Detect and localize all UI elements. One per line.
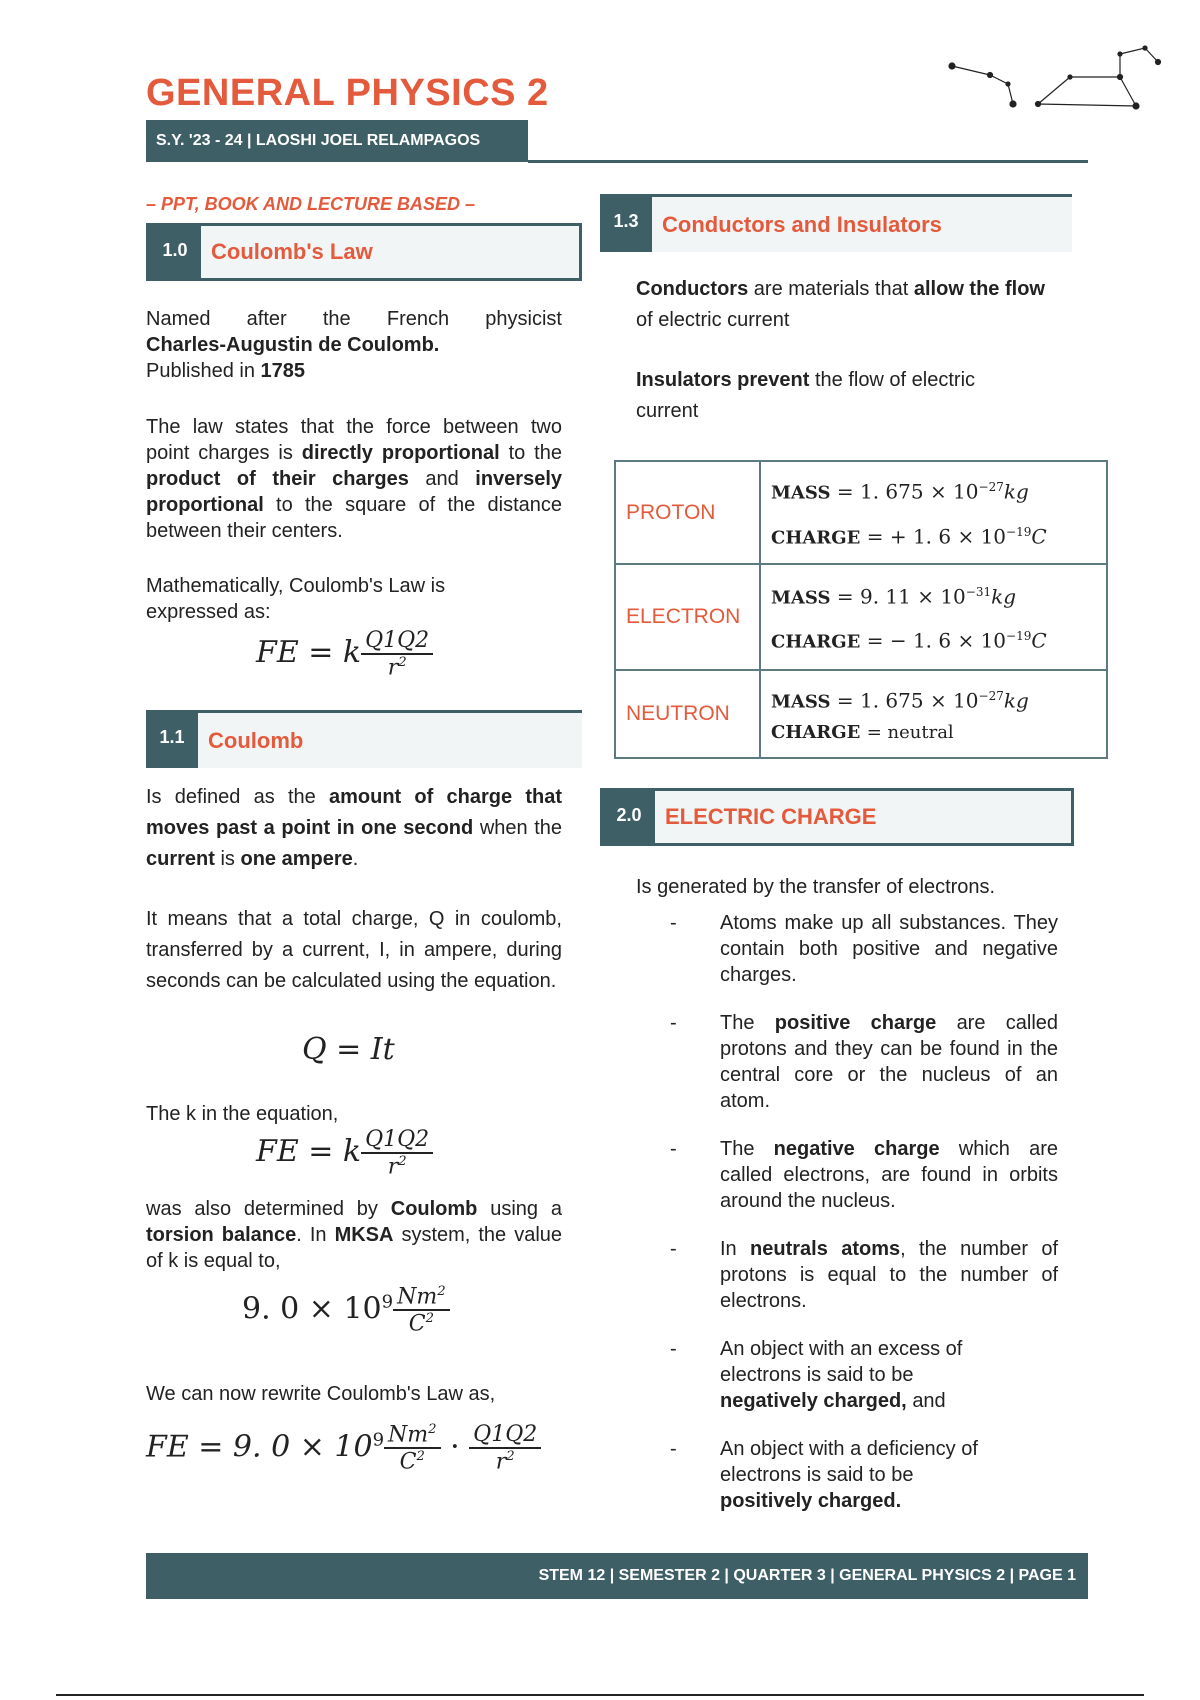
section-header-coulomb — [146, 710, 582, 768]
charge-formula: Q = It — [302, 1032, 395, 1067]
list-item: - The negative charge which are called electrons, are found in orbits around the nucleus. — [670, 1138, 1058, 1212]
section-label: Coulomb's Law — [201, 226, 579, 278]
list-item: - Atoms make up all substances. They contain both positive and negative charges. — [670, 912, 1058, 986]
page-title: GENERAL PHYSICS 2 — [146, 72, 549, 114]
bottom-rule — [56, 1694, 1144, 1696]
section-header-coulombs-law — [146, 223, 582, 281]
subtitle-bar: S.Y. '23 - 24 | LAOSHI JOEL RELAMPAGOS — [146, 120, 528, 162]
list-item: - An object with an excess of electrons is said to be negatively charged, and — [670, 1338, 963, 1412]
table-row — [615, 461, 1107, 564]
k-determination: was also determined by Coulomb using a torsion balance. In MKSA system, the value of k is equal to, — [146, 1198, 563, 1272]
rewrite-intro: We can now rewrite Coulomb's Law as, — [146, 1383, 496, 1405]
header-divider — [528, 160, 1088, 163]
section-label: Coulomb — [198, 713, 582, 768]
physicist-name: Charles-Augustin de Coulomb. — [146, 334, 440, 356]
particle-name: PROTON — [615, 461, 760, 564]
particle-values: MASS = 1. $675 \times 10^{-27}kg$ CHARGE = + 1. $6 \times 10^{-19}C$ — [760, 461, 1107, 564]
source-note: – PPT, BOOK AND LECTURE BASED – — [146, 194, 476, 214]
table-row — [615, 670, 1107, 758]
table-row — [615, 564, 1107, 670]
law-statement: The law states that the force between two point charges is directly proportional to the product of their charges and inversely proportional to the square of the distance between their centers. — [146, 416, 563, 542]
coulomb-intro — [146, 306, 562, 384]
list-item: - In neutrals atoms, the number of protons is equal to the number of electrons. — [670, 1238, 1059, 1312]
section-number: 1.3 — [600, 197, 652, 252]
coulombs-law-formula: FE = k $\frac{Q1Q2}{r^2}$ — [256, 628, 433, 680]
section-number: 1.1 — [146, 713, 198, 768]
section-label: ELECTRIC CHARGE — [655, 791, 1071, 843]
section-label: Conductors and Insulators — [652, 197, 1072, 252]
list-item: - The positive charge are called protons and they can be found in the central core or the nucleus of an atom. — [670, 1012, 1059, 1112]
full-coulomb-formula: FE = 9. $0 \times 10^9$ $\frac{Nm^2}{C^2}$ · $\frac{Q1Q2}{r^2}$ — [146, 1422, 541, 1475]
electric-charge-intro: Is generated by the transfer of electrons. — [636, 876, 996, 898]
section-number: 1.0 — [149, 226, 201, 278]
math-intro: Mathematically, Coulomb's Law is expressed as: — [146, 575, 446, 623]
constellation-icon — [940, 40, 1170, 120]
charge-meaning: It means that a total charge, Q in coulomb, transferred by a current, I, in ampere, during seconds can be calculated using the equation. — [146, 908, 562, 992]
coulomb-definition: Is defined as the amount of charge that moves past a point in one second when the current is one ampere. — [146, 786, 563, 870]
particle-name: ELECTRON — [615, 564, 760, 670]
particles-table — [614, 460, 1108, 759]
particle-name: NEUTRON — [615, 670, 760, 758]
section-header-conductors — [600, 194, 1072, 252]
k-constant-formula: 9. $0 \times 10^9$ $\frac{Nm^2}{C^2}$ — [242, 1284, 450, 1337]
particle-values: MASS = 1. $675 \times 10^{-27}kg$ CHARGE = neutral — [760, 670, 1107, 758]
named-after-text: Named after the French physicist — [146, 308, 562, 330]
k-intro: The k in the equation, — [146, 1103, 339, 1125]
particle-values: MASS = 9. $11 \times 10^{-31}kg$ CHARGE = − 1. $6 \times 10^{-19}C$ — [760, 564, 1107, 670]
conductors-text: Conductors are materials that allow the flow of electric current — [636, 278, 1045, 331]
published-prefix: Published in — [146, 360, 255, 382]
published-year: 1785 — [260, 360, 306, 382]
list-item: - An object with a deficiency of electrons is said to be positively charged. — [670, 1438, 978, 1512]
insulators-text: Insulators prevent the flow of electric current — [636, 369, 976, 422]
coulombs-law-formula-repeat: FE = k $\frac{Q1Q2}{r^2}$ — [256, 1127, 433, 1179]
section-header-electric-charge — [600, 788, 1074, 846]
electric-charge-bullets — [668, 910, 1058, 1536]
section-number: 2.0 — [603, 791, 655, 843]
page-footer: STEM 12 | SEMESTER 2 | QUARTER 3 | GENERAL PHYSICS 2 | PAGE 1 — [146, 1553, 1088, 1599]
